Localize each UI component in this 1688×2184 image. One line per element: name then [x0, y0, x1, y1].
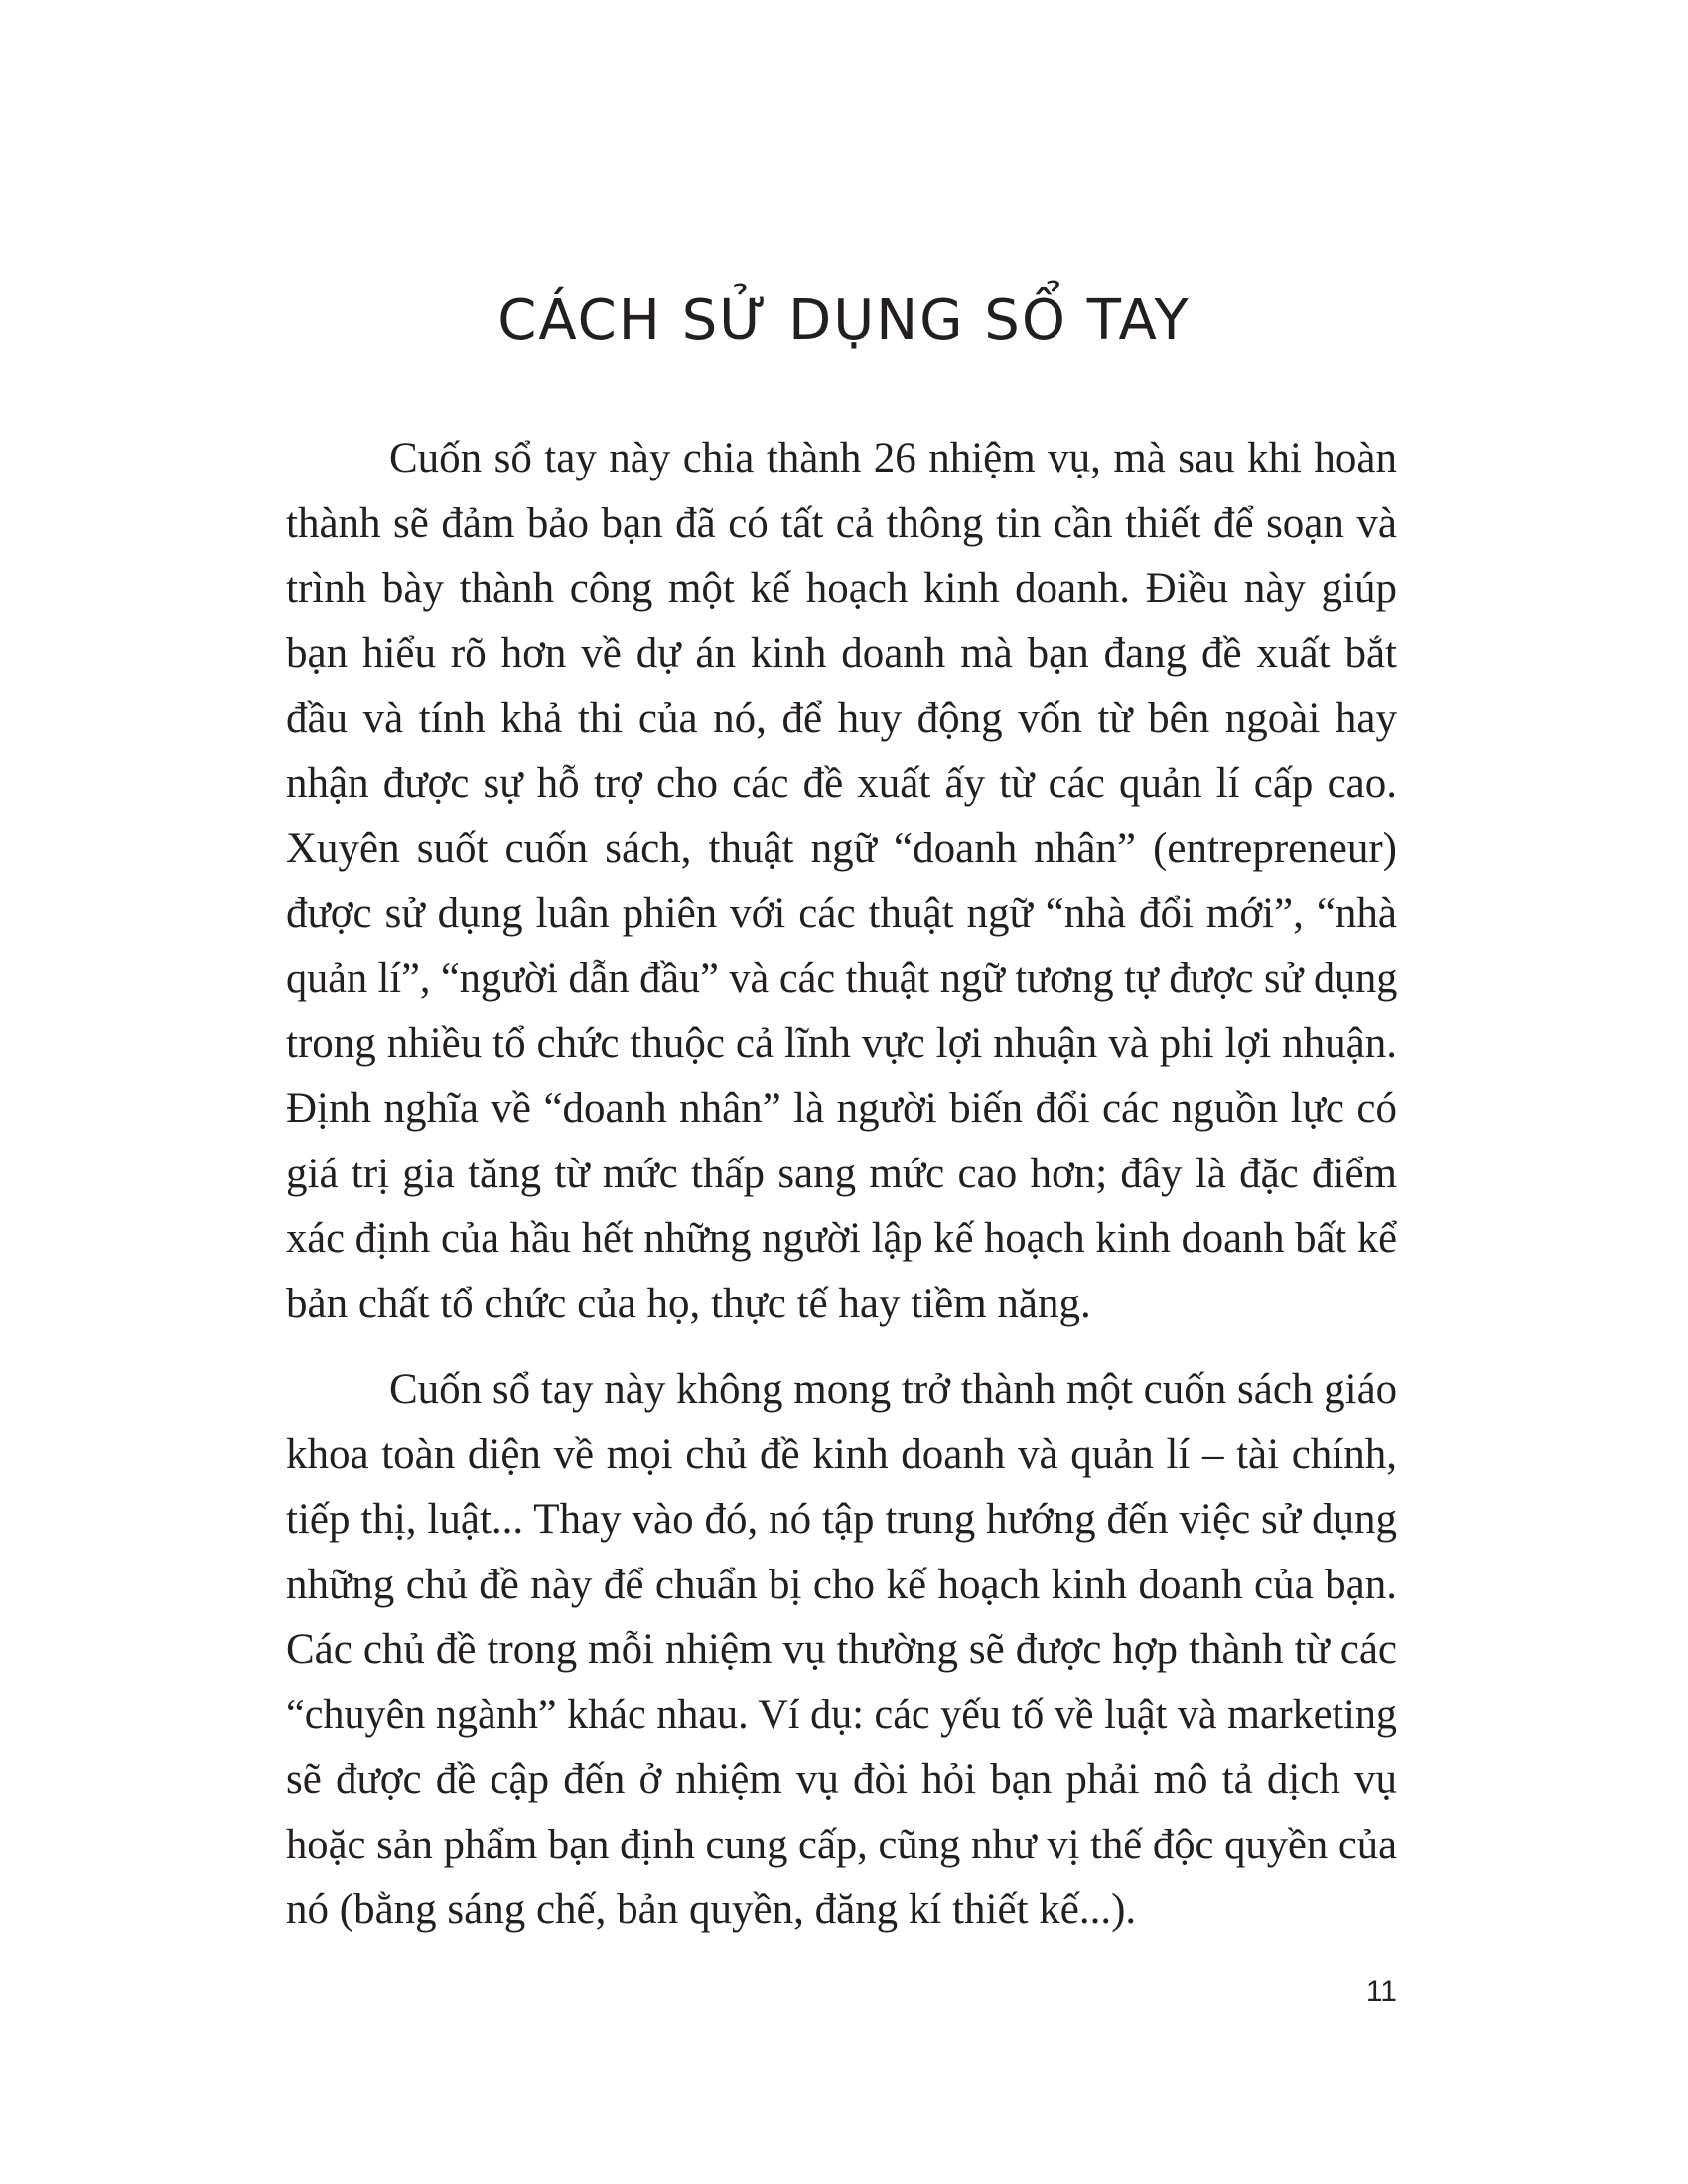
paragraph-line: những chủ đề này để chuẩn bị cho kế hoạch kinh doanh của bạn. [286, 1561, 1397, 1608]
paragraph-line: nó (bằng sáng chế, bản quyền, đăng kí thiết kế...). [286, 1886, 1137, 1933]
page-title: CÁCH SỬ DỤNG SỔ TAY [497, 287, 1191, 352]
paragraph-line: quản lí”, “người dẫn đầu” và các thuật ngữ tương tự được sử dụng [286, 955, 1398, 1002]
paragraph-line: nhận được sự hỗ trợ cho các đề xuất ấy từ các quản lí cấp cao. [286, 759, 1397, 807]
paragraph-line: trình bày thành công một kế hoạch kinh doanh. Điều này giúp [286, 565, 1397, 612]
paragraph-line: khoa toàn diện về mọi chủ đề kinh doanh và quản lí – tài chính, [286, 1431, 1397, 1478]
paragraph-line: tiếp thị, luật... Thay vào đó, nó tập trung hướng đến việc sử dụng [286, 1496, 1397, 1543]
paragraph-line: giá trị gia tăng từ mức thấp sang mức cao hơn; đây là đặc điểm [286, 1150, 1397, 1197]
paragraph-line: đầu và tính khả thi của nó, để huy động vốn từ bên ngoài hay [286, 695, 1397, 742]
paragraph-line: Định nghĩa về “doanh nhân” là người biến đổi các nguồn lực có [286, 1085, 1397, 1132]
paragraph-line: bản chất tổ chức của họ, thực tế hay tiềm năng. [286, 1280, 1091, 1327]
paragraph-line: thành sẽ đảm bảo bạn đã có tất cả thông tin cần thiết để soạn và [286, 499, 1397, 547]
paragraph-line: trong nhiều tổ chức thuộc cả lĩnh vực lợi nhuận và phi lợi nhuận. [286, 1020, 1397, 1067]
paragraph-line: Cuốn sổ tay này chia thành 26 nhiệm vụ, mà sau khi hoàn [389, 435, 1397, 481]
paragraph-line: hoặc sản phẩm bạn định cung cấp, cũng như vị thế độc quyền của [286, 1821, 1398, 1868]
paragraph-line: Cuốn sổ tay này không mong trở thành một cuốn sách giáo [389, 1366, 1398, 1413]
paragraph-line: xác định của hầu hết những người lập kế hoạch kinh doanh bất kể [286, 1215, 1397, 1262]
paragraph-line: được sử dụng luân phiên với các thuật ngữ “nhà đổi mới”, “nhà [286, 889, 1397, 937]
paragraph-line: bạn hiểu rõ hơn về dự án kinh doanh mà bạn đang đề xuất bắt [286, 629, 1397, 677]
page-number: 11 [1365, 1976, 1397, 2008]
paragraph-line: Xuyên suốt cuốn sách, thuật ngữ “doanh nhân” (entrepreneur) [286, 825, 1397, 872]
paragraph-line: sẽ được đề cập đến ở nhiệm vụ đòi hỏi bạn phải mô tả dịch vụ [286, 1756, 1397, 1803]
paragraph-line: Các chủ đề trong mỗi nhiệm vụ thường sẽ được hợp thành từ các [286, 1626, 1397, 1673]
paragraph-line: “chuyên ngành” khác nhau. Ví dụ: các yếu tố về luật và marketing [286, 1691, 1397, 1738]
